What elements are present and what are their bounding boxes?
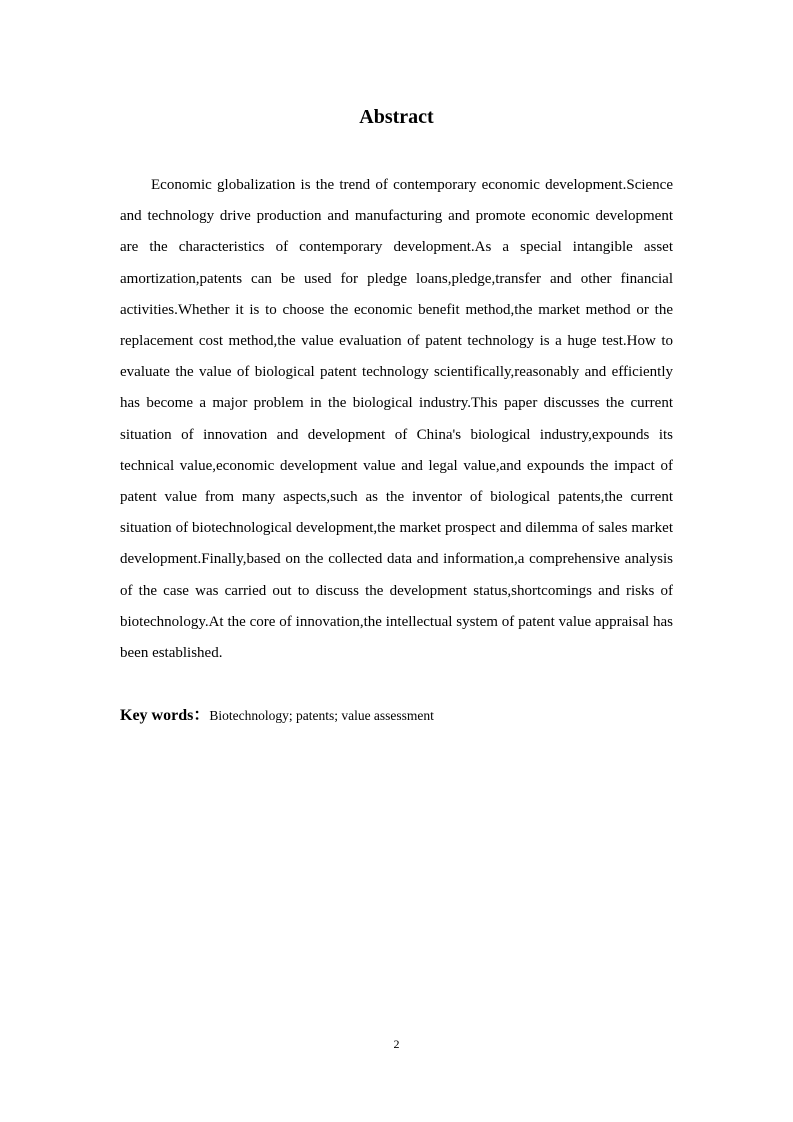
page-number: 2 [393,1037,400,1051]
keywords-text: Biotechnology; patents; value assessment [209,708,434,723]
keywords-line [120,703,673,729]
abstract-body: Economic globalization is the trend of contemporary economic development.Science and technology drive production and manufacturing and promote economic development are the characteristics of contemporary development.As a special intangible asset amortization,patents can be used for pledge loans,pledge,transfer and other financial activities.Whether it is to choose the economic benefit method,the market method or the replacement cost method,the value evaluation of patent technology is a huge test.How to evaluate the value of biological patent technology scientifically,reasonably and efficiently has become a major problem in the biological industry.This paper discusses the current situation of innovation and development of China's biological industry,expounds its technical value,economic development value and legal value,and expounds the impact of patent value from many aspects,such as the inventor of biological patents,the current situation of biotechnological development,the market prospect and dilemma of sales market development.Finally,based on the collected data and information,a comprehensive analysis of the case was carried out to discuss the development status,shortcomings and risks of biotechnology.At the core of innovation,the intellectual system of patent value appraisal has been established. [120,177,673,662]
keywords-label: Key words： [120,707,210,724]
abstract-title: Abstract [359,106,434,128]
